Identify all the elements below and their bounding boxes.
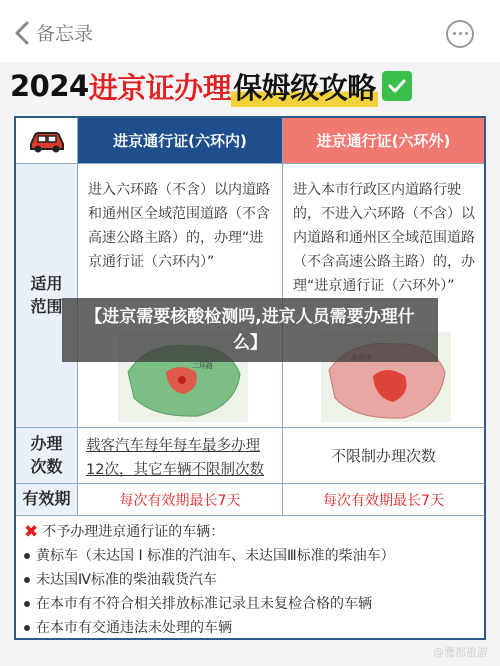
col-header-outer: 进京通行证(六环外) xyxy=(283,118,484,164)
count-inner-cell xyxy=(78,428,283,484)
list-item xyxy=(24,616,476,640)
article-caption-overlay: 【进京需要核酸检测吗,进京人员需要办理什么】 xyxy=(62,298,438,362)
scope-outer-cell xyxy=(283,164,484,428)
x-mark-icon: ✖ xyxy=(24,522,39,542)
row-label-scope: 适用 范围 xyxy=(16,164,78,428)
more-options-icon[interactable] xyxy=(446,20,474,48)
list-item xyxy=(24,568,476,592)
title-red: 进京证办理 xyxy=(88,70,232,105)
watermark: @鹰都旅游 xyxy=(433,646,488,659)
row-label-count: 办理 次数 xyxy=(16,428,78,484)
col-header-inner: 进京通行证(六环内) xyxy=(78,118,283,164)
scope-outer-text: 进入本市行政区内道路行驶的，不进入六环路（不含）以内道路和通州区全域范围道路（不含高速公路主路）的，办理“进京通行证（六环外）” xyxy=(293,182,475,294)
car-icon xyxy=(27,128,67,154)
back-chevron-icon xyxy=(14,21,30,45)
page-title xyxy=(10,62,490,110)
count-inner-text: 载客汽车每年每车最多办理12次，其它车辆不限制次数 xyxy=(86,438,264,478)
note-title xyxy=(24,520,476,544)
car-icon-cell xyxy=(16,118,78,164)
title-black: 保姆级攻略 xyxy=(231,66,378,107)
comparison-table xyxy=(14,116,486,640)
note-item-text: 在本市有不符合相关排放标准记录且未复检合格的车辆 xyxy=(36,596,372,612)
list-item xyxy=(24,592,476,616)
note-item-text: 黄标车（未达国 Ⅰ 标准的汽油车、未达国Ⅲ标准的柴油车） xyxy=(36,548,395,564)
count-outer-text: 不限制办理次数 xyxy=(283,428,484,484)
list-item xyxy=(24,544,476,568)
back-label: 备忘录 xyxy=(36,23,94,45)
valid-outer-text: 每次有效期最长7天 xyxy=(283,484,484,516)
map-inner-label: 二环路 xyxy=(192,362,213,370)
note-item-text: 在本市有交通违法未处理的车辆 xyxy=(36,620,232,636)
row-label-valid: 有效期 xyxy=(16,484,78,516)
scope-inner-text: 进入六环路（不含）以内道路和通州区全域范围道路（不含高速公路主路）的，办理“进京通行证（六环内）” xyxy=(88,182,270,270)
note-item-text: 未达国Ⅳ标准的柴油载货汽车 xyxy=(36,572,217,588)
back-button[interactable] xyxy=(14,19,93,46)
scope-inner-cell xyxy=(78,164,283,428)
top-bar xyxy=(0,0,500,62)
title-year: 2024 xyxy=(10,69,89,103)
check-icon xyxy=(382,71,412,101)
valid-inner-text: 每次有效期最长7天 xyxy=(78,484,283,516)
note-title-text: 不予办理进京通行证的车辆： xyxy=(42,524,225,540)
restriction-notes xyxy=(16,516,484,638)
